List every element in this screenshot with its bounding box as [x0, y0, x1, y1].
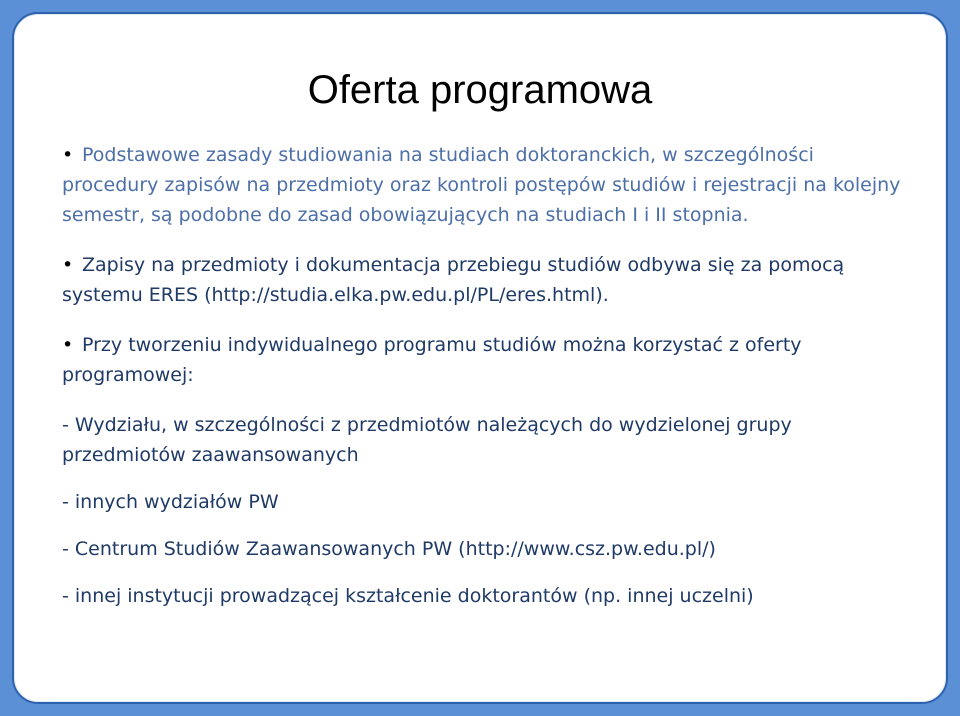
bullet-paragraph-2: [62, 250, 902, 310]
sub-item-csz: - Centrum Studiów Zaawansowanych PW (http://www.csz.pw.edu.pl/): [62, 538, 716, 560]
sub-item-faculty: - Wydziału, w szczególności z przedmiotów należących do wydzielonej grupy przedmiotów zaawansowanych: [62, 414, 792, 466]
sub-item-other-institution: - innej instytucji prowadzącej kształcenie doktorantów (np. innej uczelni): [62, 585, 754, 607]
bullet-icon: •: [62, 144, 74, 166]
bullet-paragraph-1: [62, 140, 902, 230]
sub-item-other-faculties: - innych wydziałów PW: [62, 491, 279, 513]
bullet-icon: •: [62, 334, 74, 356]
bullet-paragraph-3: [62, 330, 902, 390]
bullet-text: Podstawowe zasady studiowania na studiach doktoranckich, w szczególności procedury zapisów na przedmioty oraz kontroli postępów studiów i rejestracji na kolejny semestr, są podobne do zasad obowiązujących na studiach I i II stopnia.: [62, 144, 901, 226]
slide-content: [62, 140, 902, 628]
slide-title: Oferta programowa: [307, 68, 653, 112]
bullet-text: Zapisy na przedmioty i dokumentacja przebiegu studiów odbywa się za pomocą systemu ERES (http://studia.elka.pw.edu.pl/PL/eres.html).: [62, 254, 845, 306]
bullet-text: Przy tworzeniu indywidualnego programu studiów można korzystać z oferty programowej:: [62, 334, 802, 386]
bullet-icon: •: [62, 254, 74, 276]
